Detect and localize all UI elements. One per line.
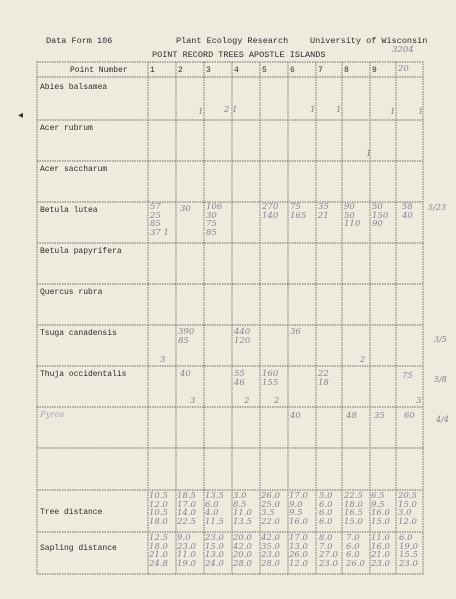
column-header-point-number: Point Number [70, 66, 128, 75]
thuja-col20-bottom: 3 [416, 396, 422, 406]
sapling-distance-col8: 7.0 6.0 6.0 26.0 [346, 533, 365, 569]
margin-arrow-icon: ◂ [18, 110, 24, 121]
thuja-col7: 22 18 [318, 369, 329, 388]
sapling-distance-col4: 20.0 42.0 20.0 28.0 [233, 533, 252, 569]
tsuga-col8-bottom: 2 [360, 355, 366, 365]
thuja-col2: 40 [180, 369, 191, 379]
pyros-col20: 60 [404, 411, 415, 421]
row-label-thuja-occidentalis: Thuja occidentalis [40, 370, 127, 379]
column-header-7: 7 [318, 66, 323, 75]
tree-distance-col6: 17.0 9.0 9.5 16.0 [289, 491, 308, 527]
sapling-distance-col6: 17.0 13.0 26.0 12.0 [289, 533, 308, 569]
abies-tally-3: 1 [198, 107, 204, 117]
tsuga-col2: 390 85 [178, 327, 195, 346]
column-header-3: 3 [206, 66, 211, 75]
tsuga-col6: 36 [290, 327, 301, 337]
tree-distance-col1: 10.5 12.0 10.5 18.0 [149, 491, 168, 527]
column-header-8: 8 [344, 66, 349, 75]
sapling-distance-col20: 6.0 19.0 15.5 23.0 [399, 533, 418, 569]
form-number: Data Form 106 [46, 36, 113, 46]
thuja-col4-bottom: 2 [244, 396, 250, 406]
abies-tally-7: 1 [336, 105, 342, 115]
pyros-col6: 40 [290, 411, 301, 421]
acer-saccharum-tally-8: 1 [366, 149, 372, 159]
tree-distance-col2: 18.5 17.0 14.0 22.5 [177, 491, 196, 527]
pyros-col8: 48 [346, 411, 357, 421]
tree-distance-col8: 22.5 18.0 16.5 15.0 [344, 491, 363, 527]
tree-distance-col3: 13.5 6.0 4.0 11.5 [205, 491, 224, 527]
thuja-col5: 160 155 [262, 369, 279, 388]
thuja-col2-bottom: 3 [190, 396, 196, 406]
column-header-5: 5 [262, 66, 267, 75]
sapling-distance-col2: 9.0 23.0 11.0 19.0 [177, 533, 196, 569]
tree-distance-col9: 6.5 9.5 16.0 15.0 [371, 491, 390, 527]
pyros-col9: 35 [374, 411, 385, 421]
column-header-9: 9 [372, 66, 377, 75]
thuja-col5-bottom: 2 [274, 396, 280, 406]
institution: University of Wisconsin [310, 36, 428, 46]
abies-tally-6: 1 [310, 105, 316, 115]
column-header-6: 6 [290, 66, 295, 75]
pyros-margin-note: 4/4 [436, 415, 449, 424]
column-header-1: 1 [150, 66, 155, 75]
betula-lutea-col7: 35 21 [318, 202, 329, 221]
column-header-4: 4 [234, 66, 239, 75]
tree-distance-col20: 20.5 15.0 3.0 12.0 [398, 491, 417, 527]
column-header-2: 2 [178, 66, 183, 75]
betula-lutea-col20: 58 40 [402, 202, 413, 221]
tree-distance-col5: 26.0 25.0 3.5 22.0 [261, 491, 280, 527]
tree-distance-col7: 5.0 6.0 6.0 6.0 [319, 491, 333, 527]
betula-lutea-col8: 90 50 110 [344, 202, 361, 229]
row-label-quercus-rubra: Quercus rubra [40, 288, 103, 297]
row-label-tsuga-canadensis: Tsuga canadensis [40, 329, 117, 338]
row-label-acer-saccharum: Acer saccharum [40, 165, 108, 174]
betula-lutea-col2: 30 [180, 204, 191, 214]
sapling-distance-col1: 12.5 18.0 21.0 24.8 [149, 533, 168, 569]
research-title: Plant Ecology Research [176, 36, 289, 46]
betula-lutea-col3: 106 30 75 85 [206, 202, 223, 238]
betula-lutea-col5: 270 140 [262, 202, 279, 221]
sapling-distance-col3: 23.0 15.0 13.0 24.0 [205, 533, 224, 569]
row-label-tree-distance: Tree distance [40, 508, 103, 517]
row-label-acer-rubrum: Acer rubrum [40, 124, 93, 133]
tsuga-col1-bottom: 3 [160, 355, 166, 365]
row-label-abies-balsamea: Abies balsamea [40, 83, 108, 92]
abies-tally-4: 2 1 [224, 105, 238, 115]
tsuga-col4: 440 120 [234, 327, 251, 346]
column-header-20: 20 [398, 64, 409, 74]
row-label-sapling-distance: Sapling distance [40, 544, 117, 553]
betula-lutea-col9: 50 150 90 [372, 202, 389, 229]
sapling-distance-col5: 42.0 35.0 23.0 28.0 [261, 533, 280, 569]
sapling-distance-col7: 8.0 7.0 27.0 23.0 [319, 533, 338, 569]
tree-distance-col4: 3.0 8.5 11.0 13.5 [233, 491, 252, 527]
betula-lutea-col6: 75 165 [290, 202, 307, 221]
thuja-col4: 55 46 [234, 369, 245, 388]
form-title: POINT RECORD TREES APOSTLE ISLANDS [152, 50, 326, 60]
row-label-pyros: Pyros [40, 410, 65, 420]
row-label-betula-papyrifera: Betula papyrifera [40, 247, 122, 256]
betula-lutea-col1: 57 25 85 37 1 [150, 202, 169, 238]
sapling-distance-col9: 11.0 16.0 21.0 23.0 [371, 533, 390, 569]
row-label-betula-lutea: Betula lutea [40, 206, 98, 215]
sheet-number-handwritten: 3204 [392, 45, 414, 55]
tsuga-margin-note: 3/5 [434, 335, 447, 344]
betula-lutea-margin-note: 5/23 [428, 203, 446, 212]
thuja-margin-note: 5/8 [434, 375, 447, 384]
abies-tally-20: 1 [418, 107, 424, 117]
thuja-col20: 75 [402, 371, 413, 381]
abies-tally-9: 1 [390, 107, 396, 117]
